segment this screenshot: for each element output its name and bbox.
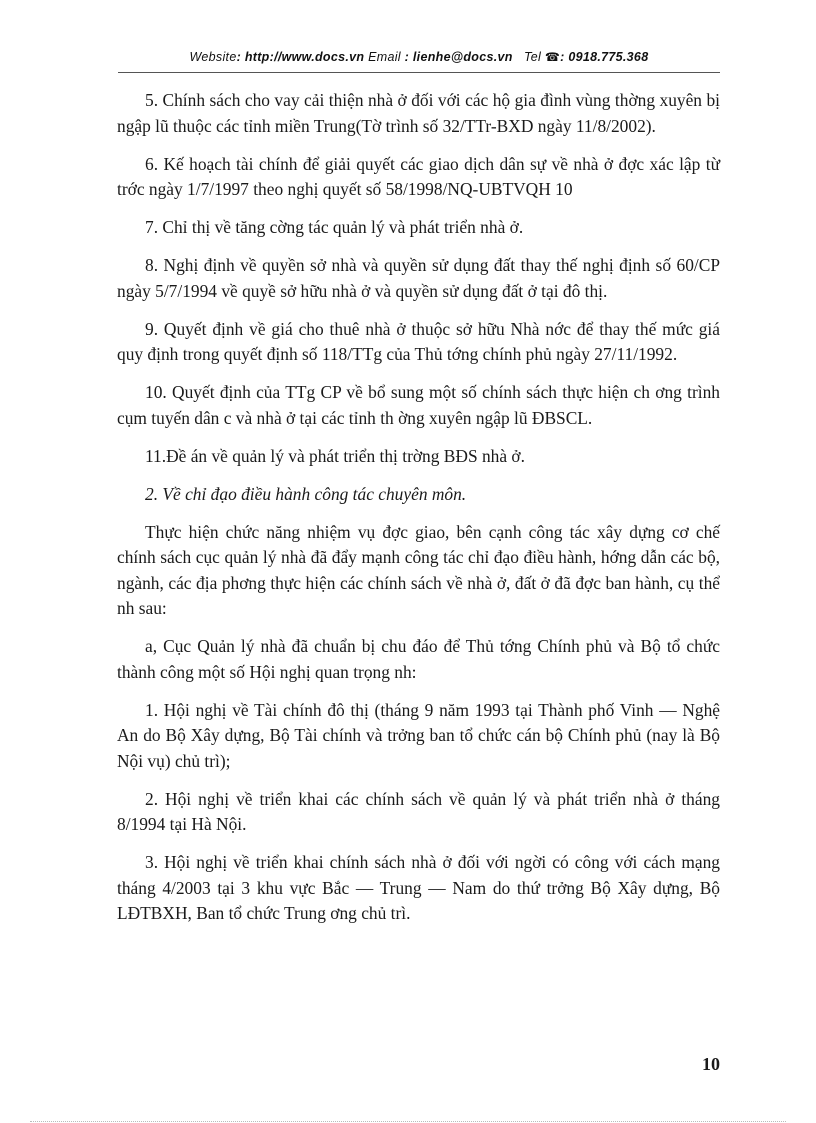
page-number: 10 — [702, 1054, 720, 1074]
email-address[interactable]: : lienhe@docs.vn — [404, 50, 513, 64]
paragraph-item-6: 6. Kế hoạch tài chính để giải quyết các giao dịch dân sự về nhà ở đợc xác lập từ trớc ngày 1/7/1997 theo nghị quyết số 58/1998/NQ-UBTVQH 10 — [117, 153, 720, 199]
paragraph-item-5: 5. Chính sách cho vay cải thiện nhà ở đối với các hộ gia đình vùng thờng xuyên bị ngập lũ thuộc các tỉnh miền Trung(Tờ trình số 32/TTr-BXD ngày 11/8/2002). — [117, 90, 720, 136]
page-header — [118, 50, 720, 64]
section-heading: 2. Về chỉ đạo điều hành công tác chuyên môn. — [145, 483, 467, 504]
header-divider — [118, 72, 720, 73]
paragraph-a: a, Cục Quản lý nhà đã chuẩn bị chu đáo để Thủ tớng Chính phủ và Bộ tổ chức thành công một số Hội nghị quan trọng nh: — [117, 636, 720, 682]
paragraph-item-8: 8. Nghị định về quyền sở nhà và quyền sử dụng đất thay thế nghị định số 60/CP ngày 5/7/1994 về quyề sở hữu nhà ở và quyền sử dụng đất ở tại đô thị. — [117, 255, 720, 301]
paragraph-item-10: 10. Quyết định của TTg CP về bổ sung một số chính sách thực hiện ch ơng trình cụm tuyến dân c và nhà ở tại các tỉnh th ờng xuyên ngập lũ ĐBSCL. — [117, 382, 720, 428]
paragraph-item-7: 7. Chỉ thị về tăng cờng tác quản lý và phát triển nhà ở. — [145, 217, 524, 237]
paragraph-conference-1: 1. Hội nghị về Tài chính đô thị (tháng 9 năm 1993 tại Thành phố Vinh — Nghệ An do Bộ Xây dựng, Bộ Tài chính và trởng ban tổ chức cán bộ Chính phủ (nay là Bộ Nội vụ) chủ trì); — [117, 699, 720, 771]
email-label: Email — [368, 50, 401, 64]
paragraph-conference-3: 3. Hội nghị về triển khai chính sách nhà ở đối với ngời có công với cách mạng tháng 4/2003 tại 3 khu vực Bắc — Trung — Nam do thứ trởng Bộ Xây dựng, Bộ LĐTBXH, Ban tổ chức Trung ơng chủ trì. — [117, 852, 720, 923]
tel-number: : 0918.775.368 — [560, 50, 649, 64]
website-label: Website — [189, 50, 237, 64]
paragraph-item-9: 9. Quyết định về giá cho thuê nhà ở thuộc sở hữu Nhà nớc để thay thế mức giá quy định trong quyết định số 118/TTg của Thủ tớng chính phủ ngày 27/11/1992. — [117, 318, 720, 364]
page-bottom-border — [30, 1121, 786, 1122]
phone-icon: ☎ — [544, 50, 561, 64]
paragraph-conference-2: 2. Hội nghị về triển khai các chính sách về quản lý và phát triển nhà ở tháng 8/1994 tại Hà Nội. — [117, 788, 720, 834]
body-text — [117, 88, 720, 939]
paragraph-item-11: 11.Đề án về quản lý và phát triển thị trờng BĐS nhà ở. — [145, 445, 525, 466]
website-url[interactable]: : http://www.docs.vn — [236, 50, 365, 64]
paragraph-intro: Thực hiện chức năng nhiệm vụ đợc giao, bên cạnh công tác xây dựng cơ chế chính sách cục quản lý nhà đã đẩy mạnh công tác chỉ đạo điều hành, hớng dẫn các bộ, ngành, các địa phơng thực hiện các chính sách về nhà ở, đất ở đã đợc ban hành, cụ thể nh sau: — [117, 521, 720, 618]
tel-label: Tel — [523, 50, 542, 64]
